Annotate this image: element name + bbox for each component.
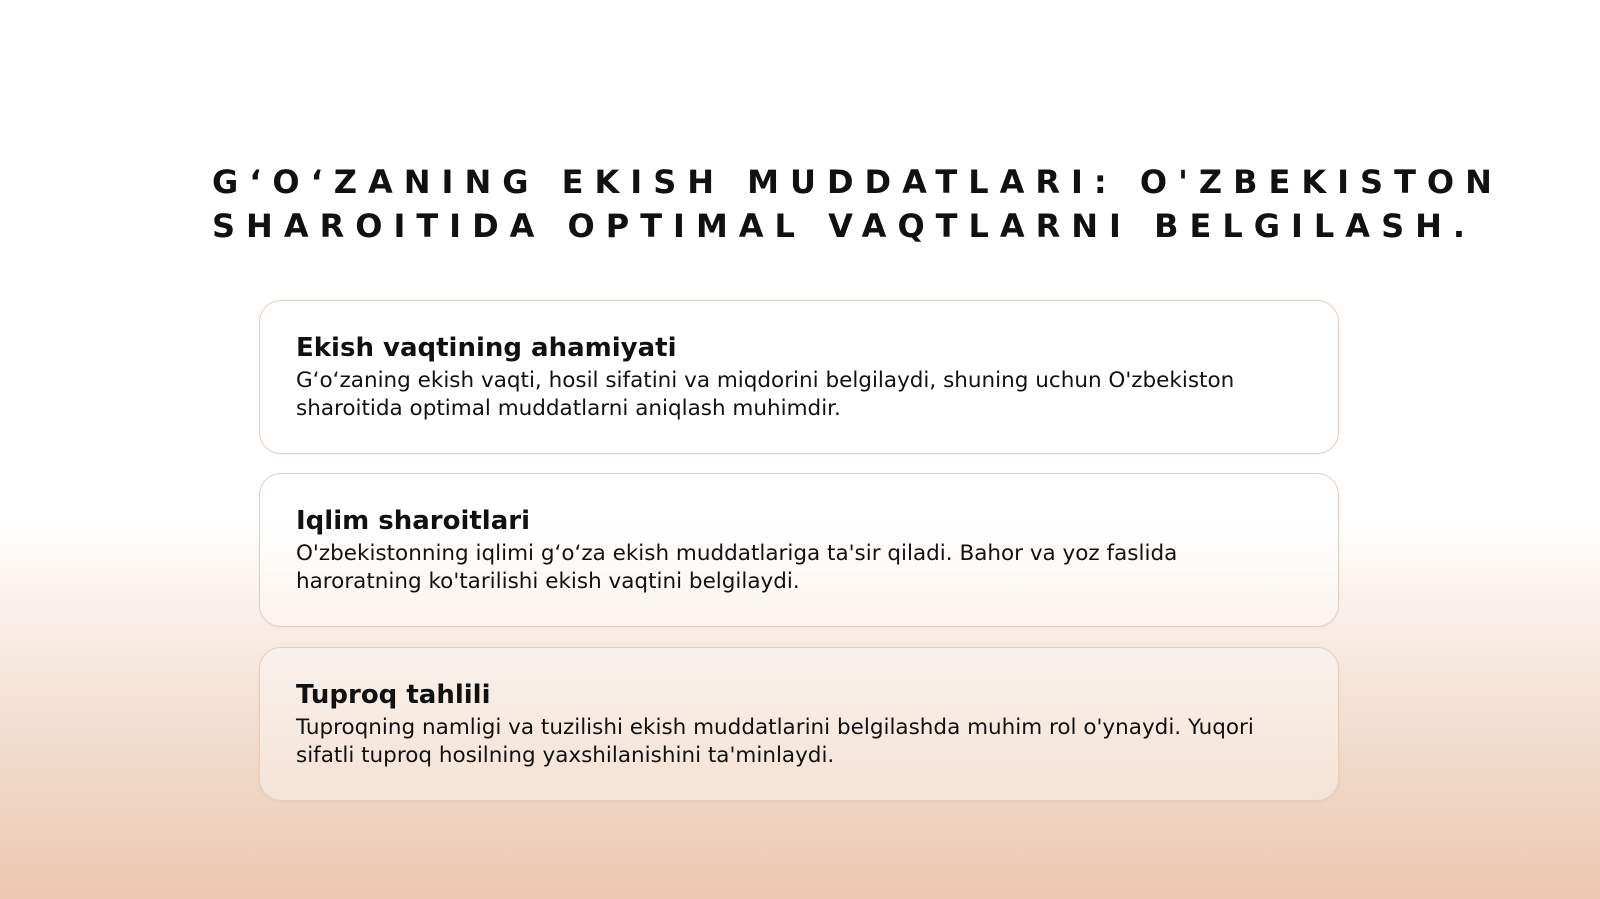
card-heading: Iqlim sharoitlari [296,506,530,536]
card-text: G‘o‘zaning ekish vaqti, hosil sifatini va miqdorini belgilaydi, shuning uchun O'zbekiston sharoitida optimal muddatlarni aniqlash muhimdir. [296,368,1235,421]
slide-title-line-2: SHAROITIDA OPTIMAL VAQTLARNI BELGILASH. [212,207,1477,245]
slide-title-line-1: G‘O‘ZANING EKISH MUDDATLARI: O'ZBEKISTON [212,163,1503,201]
card-heading: Ekish vaqtining ahamiyati [296,333,677,363]
info-card-planting-time [259,300,1339,454]
info-card-soil [259,647,1339,801]
card-text: Tuproqning namligi va tuzilishi ekish muddatlarini belgilashda muhim rol o'ynaydi. Yuqori sifatli tuproq hosilning yaxshilanishini ta'minlaydi. [296,715,1254,768]
slide-title [212,160,1503,248]
card-text: O'zbekistonning iqlimi g‘o‘za ekish muddatlariga ta'sir qiladi. Bahor va yoz faslida haroratning ko'tarilishi ekish vaqtini belgilaydi. [296,541,1178,594]
card-heading: Tuproq tahlili [296,680,491,710]
info-card-climate [259,473,1339,627]
